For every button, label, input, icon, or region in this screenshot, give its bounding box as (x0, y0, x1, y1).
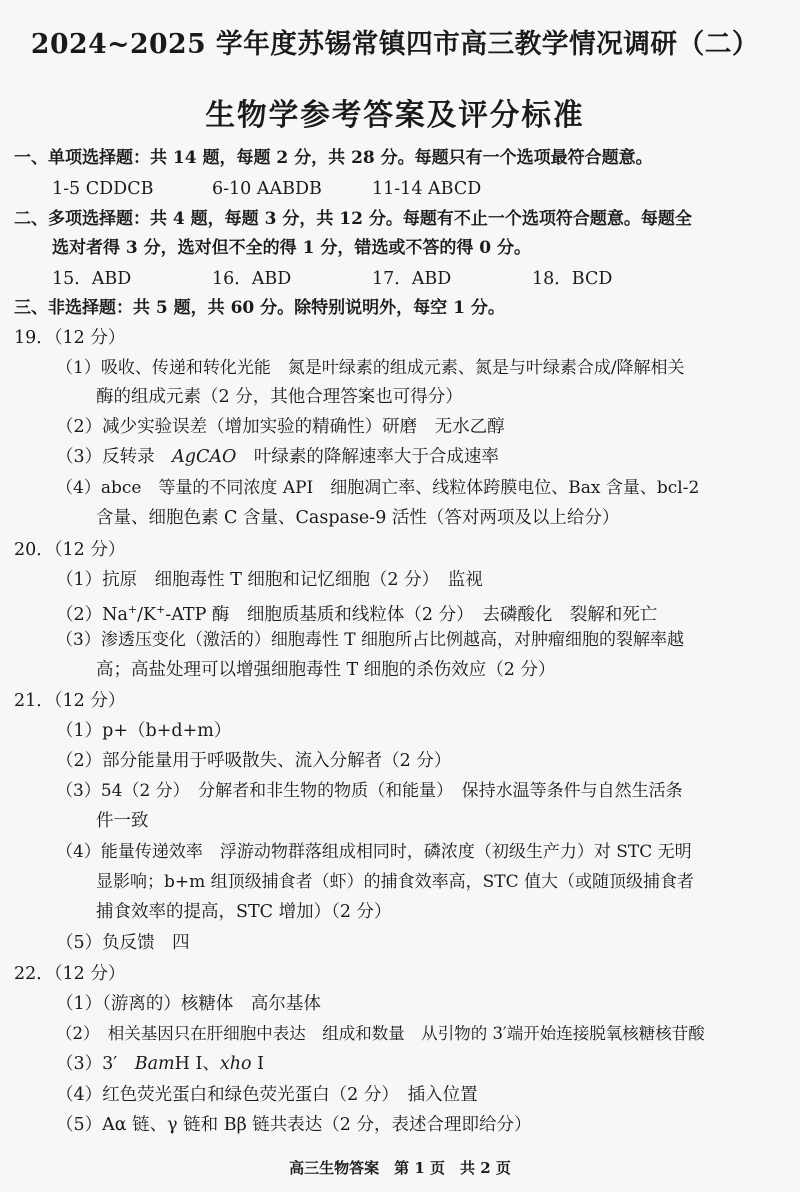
q22-part2: （2） 相关基因只在肝细胞中表达 组成和数量 从引物的 3′端开始连接脱氧核糖核苷酸 (56, 1024, 705, 1043)
q20-part1: （1）抗原 细胞毒性 T 细胞和记忆细胞（2 分） 监视 (56, 570, 483, 590)
document-subtitle: 生物学参考答案及评分标准 (205, 98, 585, 133)
answer-11-14: 11-14 ABCD (372, 179, 482, 199)
q21-part4-cont2: 捕食效率的提高，STC 增加）（2 分） (96, 902, 392, 922)
q22-enzyme1-suffix: H Ⅰ、 (174, 1054, 220, 1074)
answer-15: 15．ABD (52, 269, 132, 289)
q20-part2-b: -ATP 酶 细胞质基质和线粒体（2 分） 去磷酸化 裂解和死亡 (165, 604, 658, 625)
q20-part2-mid: /K (137, 604, 157, 625)
q19-part1: （1）吸收、传递和转化光能 氮是叶绿素的组成元素、氮是与叶绿素合成/降解相关 (56, 358, 685, 378)
section2-heading-line2: 选对者得 3 分，选对但不全的得 1 分，错选或不答的得 0 分。 (52, 238, 531, 258)
q20-part3: （3）渗透压变化（激活的）细胞毒性 T 细胞所占比例越高，对肿瘤细胞的裂解率越 (56, 630, 684, 650)
q19-number: 19．（12 分） (14, 328, 126, 348)
q19-part3 (56, 445, 499, 469)
q21-part1: （1）p+（b+d+m） (56, 721, 232, 741)
q21-part4-cont1: 显影响；b+m 组顶级捕食者（虾）的捕食效率高，STC 值大（或随顶级捕食者 (96, 872, 695, 892)
q20-number: 20．（12 分） (14, 540, 126, 560)
q19-part4-cont: 含量、细胞色素 C 含量、Caspase-9 活性（答对两项及以上给分） (96, 508, 620, 528)
q19-part2: （2）减少实验误差（增加实验的精确性）研磨 无水乙醇 (56, 417, 505, 437)
q20-part3-cont: 高；高盐处理可以增强细胞毒性 T 细胞的杀伤效应（2 分） (96, 660, 556, 680)
section1-heading: 一、单项选择题：共 14 题，每题 2 分，共 28 分。每题只有一个选项最符合题意。 (14, 148, 653, 168)
q19-part1-cont: 酶的组成元素（2 分，其他合理答案也可得分） (96, 387, 463, 407)
q22-part1: （1）（游离的）核糖体 高尔基体 (56, 994, 321, 1014)
q20-sup-2: + (156, 603, 166, 616)
q22-enzyme2: xho (219, 1054, 252, 1074)
q21-part3-cont: 件一致 (96, 811, 149, 831)
q20-part2 (56, 598, 657, 627)
answer-18: 18．BCD (532, 269, 613, 289)
q22-part3 (56, 1052, 264, 1076)
q21-part5: （5）负反馈 四 (56, 933, 190, 953)
q19-part4: （4）abce 等量的不同浓度 API 细胞凋亡率、线粒体跨膜电位、Bax 含量、bcl-2 (56, 478, 700, 498)
document-title: 2024~2025 学年度苏锡常镇四市高三教学情况调研（二） (30, 29, 760, 60)
answer-1-5: 1-5 CDDCB (52, 179, 154, 199)
q21-number: 21．（12 分） (14, 691, 126, 711)
page-footer: 高三生物答案 第 1 页 共 2 页 (289, 1159, 511, 1177)
section2-heading-line1: 二、多项选择题：共 4 题，每题 3 分，共 12 分。每题有不止一个选项符合题意。每题全 (14, 209, 692, 229)
q22-enzyme1: Bam (134, 1054, 175, 1074)
q22-part4: （4）红色荧光蛋白和绿色荧光蛋白（2 分） 插入位置 (56, 1085, 478, 1105)
q22-part3-a: （3）3′ (56, 1054, 135, 1074)
q21-part2: （2）部分能量用于呼吸散失、流入分解者（2 分） (56, 751, 452, 771)
q21-part4: （4）能量传递效率 浮游动物群落组成相同时，磷浓度（初级生产力）对 STC 无明 (56, 842, 692, 862)
answer-16: 16．ABD (212, 269, 292, 289)
answer-6-10: 6-10 AABDB (212, 179, 322, 199)
q19-part3-b: 叶绿素的降解速率大于合成速率 (236, 447, 499, 467)
q19-part3-a: （3）反转录 (56, 447, 173, 467)
answer-17: 17．ABD (372, 269, 452, 289)
q21-part3: （3）54（2 分） 分解者和非生物的物质（和能量） 保持水温等条件与自然生活条 (56, 781, 683, 801)
q20-part2-a: （2）Na (56, 604, 128, 625)
q19-gene-name: AgCAO (172, 447, 237, 467)
q22-number: 22．（12 分） (14, 964, 126, 984)
q22-part5: （5）Aα 链、γ 链和 Bβ 链共表达（2 分，表述合理即给分） (56, 1115, 532, 1135)
q22-enzyme2-suffix: Ⅰ (251, 1054, 265, 1074)
q20-sup-1: + (127, 603, 138, 616)
section3-heading: 三、非选择题：共 5 题，共 60 分。除特别说明外，每空 1 分。 (14, 298, 505, 318)
